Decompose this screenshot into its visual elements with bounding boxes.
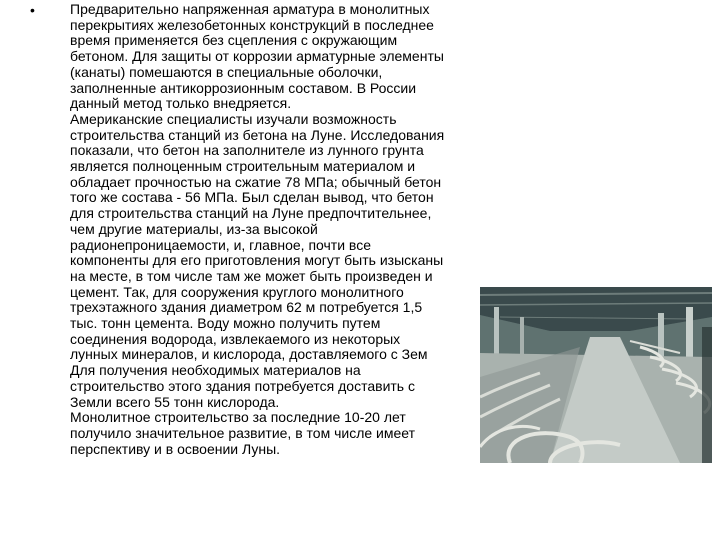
barn-interior-illustration xyxy=(480,287,712,463)
text-line: на месте, в том числе там же может быть произведен и xyxy=(70,267,433,284)
text-line: перспективу и в освоении Луны. xyxy=(70,440,281,457)
bullet-marker: • xyxy=(30,2,35,18)
text-line: перекрытиях железобетонных конструкций в последнее xyxy=(70,16,434,33)
text-line: Предварительно напряженная арматура в монолитных xyxy=(70,1,430,17)
text-line: цемент. Так, для сооружения круглого монолитного xyxy=(70,283,404,300)
text-line: для строительства станций на Луне предпочтительнее, xyxy=(70,205,432,222)
text-line: данный метод только внедряется. xyxy=(70,95,292,112)
text-line: (канаты) помешаются в специальные оболочки, xyxy=(70,63,383,80)
text-line: лунных минералов, и кислорода, доставляемого с Зем xyxy=(70,346,428,363)
text-line: заполненные антикоррозионным составом. В России xyxy=(70,79,417,96)
body-text xyxy=(70,2,490,457)
text-line: бетоном. Для защиты от коррозии арматурные элементы xyxy=(70,48,444,65)
text-line: компоненты для его приготовления могут быть изысканы xyxy=(70,252,444,269)
text-line: является полноценным строительным материалом и xyxy=(70,158,416,175)
text-line: обладает прочностью на сжатие 78 МПа; обычный бетон xyxy=(70,173,442,190)
text-line: время применяется без сцепления с окружающим xyxy=(70,32,398,49)
barn-interior-photo xyxy=(480,287,712,463)
text-line: строительства станций из бетона на Луне. Исследования xyxy=(70,126,445,143)
text-line: соединения водорода, извлекаемого из некоторых xyxy=(70,330,401,347)
text-line: Американские специалисты изучали возможность xyxy=(70,110,397,127)
text-line: Земли всего 55 тонн кислорода. xyxy=(70,393,280,410)
text-line: Монолитное строительство за последние 10-20 лет xyxy=(70,409,406,426)
text-line: трехэтажного здания диаметром 62 м потребуется 1,5 xyxy=(70,299,423,316)
text-line: Для получения необходимых материалов на xyxy=(70,362,361,379)
text-line: получило значительное развитие, в том числе имеет xyxy=(70,424,416,441)
text-line: показали, что бетон на заполнителе из лунного грунта xyxy=(70,142,424,159)
text-line: строительство этого здания потребуется доставить с xyxy=(70,377,415,394)
text-line: того же состава - 56 МПа. Был сделан вывод, что бетон xyxy=(70,189,434,206)
text-line: тыс. тонн цемента. Воду можно получить путем xyxy=(70,315,381,332)
text-line: чем другие материалы, из-за высокой xyxy=(70,220,318,237)
text-line: радионепроницаемости, и, главное, почти все xyxy=(70,236,371,253)
